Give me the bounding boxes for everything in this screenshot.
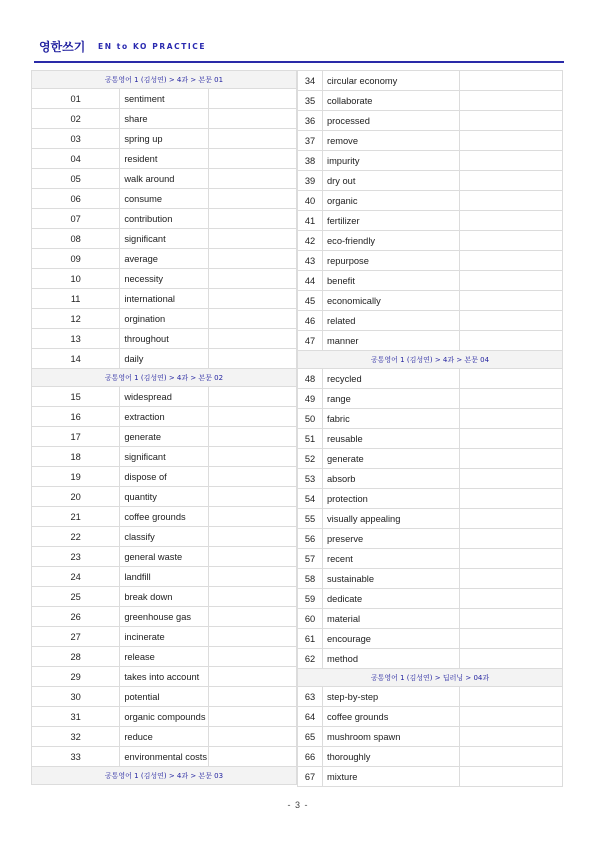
- vocab-row: [298, 171, 563, 191]
- item-number: 39: [298, 171, 323, 191]
- answer-cell[interactable]: [460, 311, 563, 331]
- item-number: 22: [32, 527, 120, 547]
- vocab-row: [298, 767, 563, 787]
- answer-cell[interactable]: [208, 289, 296, 309]
- right-column: [297, 70, 563, 787]
- item-number: 38: [298, 151, 323, 171]
- english-word: collaborate: [323, 91, 460, 111]
- answer-cell[interactable]: [460, 191, 563, 211]
- answer-cell[interactable]: [460, 707, 563, 727]
- vocab-row: [32, 567, 297, 587]
- answer-cell[interactable]: [460, 727, 563, 747]
- vocab-row: [32, 727, 297, 747]
- answer-cell[interactable]: [460, 589, 563, 609]
- item-number: 59: [298, 589, 323, 609]
- item-number: 51: [298, 429, 323, 449]
- item-number: 44: [298, 271, 323, 291]
- english-word: impurity: [323, 151, 460, 171]
- item-number: 63: [298, 687, 323, 707]
- section-label: 공통영어 1 (김성연) > 4과 > 본문 01: [32, 71, 297, 89]
- vocab-row: [32, 527, 297, 547]
- item-number: 27: [32, 627, 120, 647]
- english-word: benefit: [323, 271, 460, 291]
- item-number: 60: [298, 609, 323, 629]
- english-word: contribution: [120, 209, 208, 229]
- english-word: absorb: [323, 469, 460, 489]
- english-word: consume: [120, 189, 208, 209]
- answer-cell[interactable]: [208, 209, 296, 229]
- english-word: release: [120, 647, 208, 667]
- english-word: recent: [323, 549, 460, 569]
- english-word: daily: [120, 349, 208, 369]
- answer-cell[interactable]: [460, 629, 563, 649]
- english-word: related: [323, 311, 460, 331]
- answer-cell[interactable]: [460, 389, 563, 409]
- answer-cell[interactable]: [208, 129, 296, 149]
- section-label: 공통영어 1 (김성연) > 4과 > 본문 02: [32, 369, 297, 387]
- answer-cell[interactable]: [208, 587, 296, 607]
- item-number: 05: [32, 169, 120, 189]
- answer-cell[interactable]: [460, 291, 563, 311]
- item-number: 67: [298, 767, 323, 787]
- item-number: 25: [32, 587, 120, 607]
- english-word: circular economy: [323, 71, 460, 91]
- item-number: 11: [32, 289, 120, 309]
- answer-cell[interactable]: [460, 549, 563, 569]
- vocab-row: [298, 251, 563, 271]
- english-word: eco-friendly: [323, 231, 460, 251]
- vocab-row: [298, 747, 563, 767]
- answer-cell[interactable]: [460, 71, 563, 91]
- vocab-row: [32, 547, 297, 567]
- answer-cell[interactable]: [460, 747, 563, 767]
- english-word: organic compounds: [120, 707, 208, 727]
- answer-cell[interactable]: [208, 727, 296, 747]
- answer-cell[interactable]: [208, 269, 296, 289]
- answer-cell[interactable]: [460, 469, 563, 489]
- item-number: 58: [298, 569, 323, 589]
- answer-cell[interactable]: [208, 407, 296, 427]
- vocab-row: [298, 509, 563, 529]
- item-number: 55: [298, 509, 323, 529]
- answer-cell[interactable]: [208, 169, 296, 189]
- english-word: incinerate: [120, 627, 208, 647]
- answer-cell[interactable]: [460, 231, 563, 251]
- answer-cell[interactable]: [208, 747, 296, 767]
- english-word: throughout: [120, 329, 208, 349]
- item-number: 46: [298, 311, 323, 331]
- vocab-row: [32, 627, 297, 647]
- vocab-row: [298, 609, 563, 629]
- answer-cell[interactable]: [460, 489, 563, 509]
- english-word: preserve: [323, 529, 460, 549]
- vocab-row: [32, 309, 297, 329]
- section-header-row: [32, 767, 297, 785]
- item-number: 48: [298, 369, 323, 389]
- english-word: mixture: [323, 767, 460, 787]
- item-number: 31: [32, 707, 120, 727]
- vocab-row: [298, 331, 563, 351]
- answer-cell[interactable]: [460, 369, 563, 389]
- answer-cell[interactable]: [208, 627, 296, 647]
- vocab-row: [32, 289, 297, 309]
- english-word: protection: [323, 489, 460, 509]
- english-word: dry out: [323, 171, 460, 191]
- vocab-row: [298, 707, 563, 727]
- vocab-row: [32, 587, 297, 607]
- english-word: material: [323, 609, 460, 629]
- vocab-row: [32, 89, 297, 109]
- item-number: 52: [298, 449, 323, 469]
- left-column: [31, 70, 297, 785]
- vocab-row: [298, 449, 563, 469]
- vocab-row: [32, 249, 297, 269]
- item-number: 03: [32, 129, 120, 149]
- answer-cell[interactable]: [208, 427, 296, 447]
- answer-cell[interactable]: [460, 569, 563, 589]
- vocab-row: [298, 71, 563, 91]
- answer-cell[interactable]: [208, 467, 296, 487]
- item-number: 19: [32, 467, 120, 487]
- vocab-row: [298, 529, 563, 549]
- english-word: resident: [120, 149, 208, 169]
- vocab-row: [32, 189, 297, 209]
- item-number: 04: [32, 149, 120, 169]
- vocab-row: [298, 211, 563, 231]
- english-word: coffee grounds: [323, 707, 460, 727]
- vocab-row: [32, 387, 297, 407]
- english-word: economically: [323, 291, 460, 311]
- vocab-row: [298, 469, 563, 489]
- item-number: 06: [32, 189, 120, 209]
- section-header-row: [32, 369, 297, 387]
- item-number: 07: [32, 209, 120, 229]
- answer-cell[interactable]: [208, 667, 296, 687]
- english-word: spring up: [120, 129, 208, 149]
- item-number: 28: [32, 647, 120, 667]
- vocab-row: [32, 109, 297, 129]
- item-number: 32: [32, 727, 120, 747]
- english-word: general waste: [120, 547, 208, 567]
- page-subtitle: EN to KO PRACTICE: [98, 42, 207, 51]
- english-word: sentiment: [120, 89, 208, 109]
- vocab-row: [298, 549, 563, 569]
- vocab-row: [298, 649, 563, 669]
- english-word: takes into account: [120, 667, 208, 687]
- section-header-row: [298, 351, 563, 369]
- vocab-row: [32, 507, 297, 527]
- vocab-row: [298, 91, 563, 111]
- answer-cell[interactable]: [460, 687, 563, 707]
- english-word: method: [323, 649, 460, 669]
- vocab-row: [298, 369, 563, 389]
- vocab-row: [298, 191, 563, 211]
- answer-cell[interactable]: [208, 507, 296, 527]
- answer-cell[interactable]: [460, 509, 563, 529]
- item-number: 54: [298, 489, 323, 509]
- item-number: 35: [298, 91, 323, 111]
- section-label: 공통영어 1 (김성연) > 딥러닝 > 04과: [298, 669, 563, 687]
- item-number: 14: [32, 349, 120, 369]
- section-header-row: [32, 71, 297, 89]
- answer-cell[interactable]: [460, 609, 563, 629]
- answer-cell[interactable]: [208, 309, 296, 329]
- vocab-row: [298, 589, 563, 609]
- item-number: 66: [298, 747, 323, 767]
- answer-cell[interactable]: [460, 131, 563, 151]
- item-number: 23: [32, 547, 120, 567]
- item-number: 29: [32, 667, 120, 687]
- item-number: 64: [298, 707, 323, 727]
- vocab-row: [298, 727, 563, 747]
- english-word: repurpose: [323, 251, 460, 271]
- item-number: 40: [298, 191, 323, 211]
- english-word: reusable: [323, 429, 460, 449]
- item-number: 36: [298, 111, 323, 131]
- english-word: landfill: [120, 567, 208, 587]
- vocab-row: [298, 489, 563, 509]
- english-word: potential: [120, 687, 208, 707]
- vocab-row: [298, 271, 563, 291]
- vocab-row: [32, 407, 297, 427]
- answer-cell[interactable]: [208, 249, 296, 269]
- english-word: orgination: [120, 309, 208, 329]
- item-number: 17: [32, 427, 120, 447]
- page-number: - 3 -: [287, 800, 309, 810]
- item-number: 65: [298, 727, 323, 747]
- item-number: 20: [32, 487, 120, 507]
- english-word: recycled: [323, 369, 460, 389]
- english-word: extraction: [120, 407, 208, 427]
- vocab-row: [298, 111, 563, 131]
- vocab-row: [298, 409, 563, 429]
- vocab-row: [298, 311, 563, 331]
- item-number: 61: [298, 629, 323, 649]
- vocab-row: [298, 429, 563, 449]
- english-word: break down: [120, 587, 208, 607]
- english-word: range: [323, 389, 460, 409]
- answer-cell[interactable]: [208, 149, 296, 169]
- item-number: 49: [298, 389, 323, 409]
- english-word: necessity: [120, 269, 208, 289]
- answer-cell[interactable]: [208, 447, 296, 467]
- item-number: 01: [32, 89, 120, 109]
- english-word: coffee grounds: [120, 507, 208, 527]
- answer-cell[interactable]: [208, 387, 296, 407]
- item-number: 26: [32, 607, 120, 627]
- answer-cell[interactable]: [460, 171, 563, 191]
- answer-cell[interactable]: [208, 329, 296, 349]
- header-divider: [34, 61, 564, 63]
- answer-cell[interactable]: [208, 349, 296, 369]
- english-word: generate: [323, 449, 460, 469]
- english-word: widespread: [120, 387, 208, 407]
- english-word: processed: [323, 111, 460, 131]
- item-number: 18: [32, 447, 120, 467]
- answer-cell[interactable]: [460, 271, 563, 291]
- vocab-row: [32, 487, 297, 507]
- vocab-row: [298, 131, 563, 151]
- answer-cell[interactable]: [208, 89, 296, 109]
- item-number: 24: [32, 567, 120, 587]
- item-number: 09: [32, 249, 120, 269]
- answer-cell[interactable]: [460, 331, 563, 351]
- vocab-row: [32, 129, 297, 149]
- vocab-row: [298, 291, 563, 311]
- page-title: 영한쓰기: [39, 40, 86, 54]
- page-header: [34, 38, 564, 62]
- english-word: reduce: [120, 727, 208, 747]
- answer-cell[interactable]: [208, 487, 296, 507]
- vocab-row: [32, 169, 297, 189]
- english-word: visually appealing: [323, 509, 460, 529]
- english-word: classify: [120, 527, 208, 547]
- english-word: dedicate: [323, 589, 460, 609]
- english-word: step-by-step: [323, 687, 460, 707]
- answer-cell[interactable]: [460, 91, 563, 111]
- english-word: fabric: [323, 409, 460, 429]
- answer-cell[interactable]: [208, 647, 296, 667]
- item-number: 08: [32, 229, 120, 249]
- english-word: walk around: [120, 169, 208, 189]
- answer-cell[interactable]: [460, 111, 563, 131]
- english-word: quantity: [120, 487, 208, 507]
- vocab-row: [32, 349, 297, 369]
- item-number: 41: [298, 211, 323, 231]
- vocab-row: [298, 151, 563, 171]
- english-word: share: [120, 109, 208, 129]
- answer-cell[interactable]: [460, 767, 563, 787]
- vocab-table-right: [297, 70, 563, 787]
- item-number: 45: [298, 291, 323, 311]
- english-word: fertilizer: [323, 211, 460, 231]
- item-number: 12: [32, 309, 120, 329]
- answer-cell[interactable]: [208, 229, 296, 249]
- item-number: 62: [298, 649, 323, 669]
- item-number: 15: [32, 387, 120, 407]
- english-word: encourage: [323, 629, 460, 649]
- answer-cell[interactable]: [208, 547, 296, 567]
- answer-cell[interactable]: [460, 429, 563, 449]
- section-label: 공통영어 1 (김성연) > 4과 > 본문 04: [298, 351, 563, 369]
- vocab-row: [32, 647, 297, 667]
- item-number: 34: [298, 71, 323, 91]
- section-header-row: [298, 669, 563, 687]
- vocab-row: [32, 607, 297, 627]
- vocab-table-left: [31, 70, 297, 785]
- item-number: 10: [32, 269, 120, 289]
- vocab-row: [32, 149, 297, 169]
- english-word: mushroom spawn: [323, 727, 460, 747]
- item-number: 43: [298, 251, 323, 271]
- english-word: average: [120, 249, 208, 269]
- item-number: 42: [298, 231, 323, 251]
- vocab-row: [32, 229, 297, 249]
- item-number: 50: [298, 409, 323, 429]
- answer-cell[interactable]: [208, 527, 296, 547]
- item-number: 02: [32, 109, 120, 129]
- item-number: 13: [32, 329, 120, 349]
- item-number: 56: [298, 529, 323, 549]
- answer-cell[interactable]: [460, 449, 563, 469]
- section-label: 공통영어 1 (김성연) > 4과 > 본문 03: [32, 767, 297, 785]
- vocab-row: [298, 389, 563, 409]
- answer-cell[interactable]: [208, 189, 296, 209]
- vocab-row: [32, 687, 297, 707]
- answer-cell[interactable]: [460, 251, 563, 271]
- item-number: 57: [298, 549, 323, 569]
- answer-cell[interactable]: [208, 109, 296, 129]
- vocab-row: [298, 231, 563, 251]
- answer-cell[interactable]: [460, 529, 563, 549]
- vocab-row: [32, 667, 297, 687]
- english-word: environmental costs: [120, 747, 208, 767]
- answer-cell[interactable]: [460, 211, 563, 231]
- english-word: significant: [120, 229, 208, 249]
- answer-cell[interactable]: [460, 409, 563, 429]
- item-number: 21: [32, 507, 120, 527]
- item-number: 33: [32, 747, 120, 767]
- answer-cell[interactable]: [208, 567, 296, 587]
- english-word: international: [120, 289, 208, 309]
- english-word: generate: [120, 427, 208, 447]
- answer-cell[interactable]: [208, 607, 296, 627]
- vocab-row: [32, 329, 297, 349]
- english-word: dispose of: [120, 467, 208, 487]
- vocab-row: [32, 747, 297, 767]
- item-number: 53: [298, 469, 323, 489]
- item-number: 30: [32, 687, 120, 707]
- item-number: 47: [298, 331, 323, 351]
- vocab-row: [32, 707, 297, 727]
- english-word: organic: [323, 191, 460, 211]
- english-word: greenhouse gas: [120, 607, 208, 627]
- vocab-row: [298, 687, 563, 707]
- vocab-row: [32, 269, 297, 289]
- vocab-row: [32, 467, 297, 487]
- vocab-row: [32, 447, 297, 467]
- answer-cell[interactable]: [460, 649, 563, 669]
- answer-cell[interactable]: [208, 687, 296, 707]
- english-word: significant: [120, 447, 208, 467]
- vocab-row: [298, 569, 563, 589]
- vocab-row: [298, 629, 563, 649]
- item-number: 16: [32, 407, 120, 427]
- english-word: manner: [323, 331, 460, 351]
- vocab-row: [32, 209, 297, 229]
- english-word: thoroughly: [323, 747, 460, 767]
- english-word: remove: [323, 131, 460, 151]
- item-number: 37: [298, 131, 323, 151]
- answer-cell[interactable]: [460, 151, 563, 171]
- vocab-row: [32, 427, 297, 447]
- english-word: sustainable: [323, 569, 460, 589]
- answer-cell[interactable]: [208, 707, 296, 727]
